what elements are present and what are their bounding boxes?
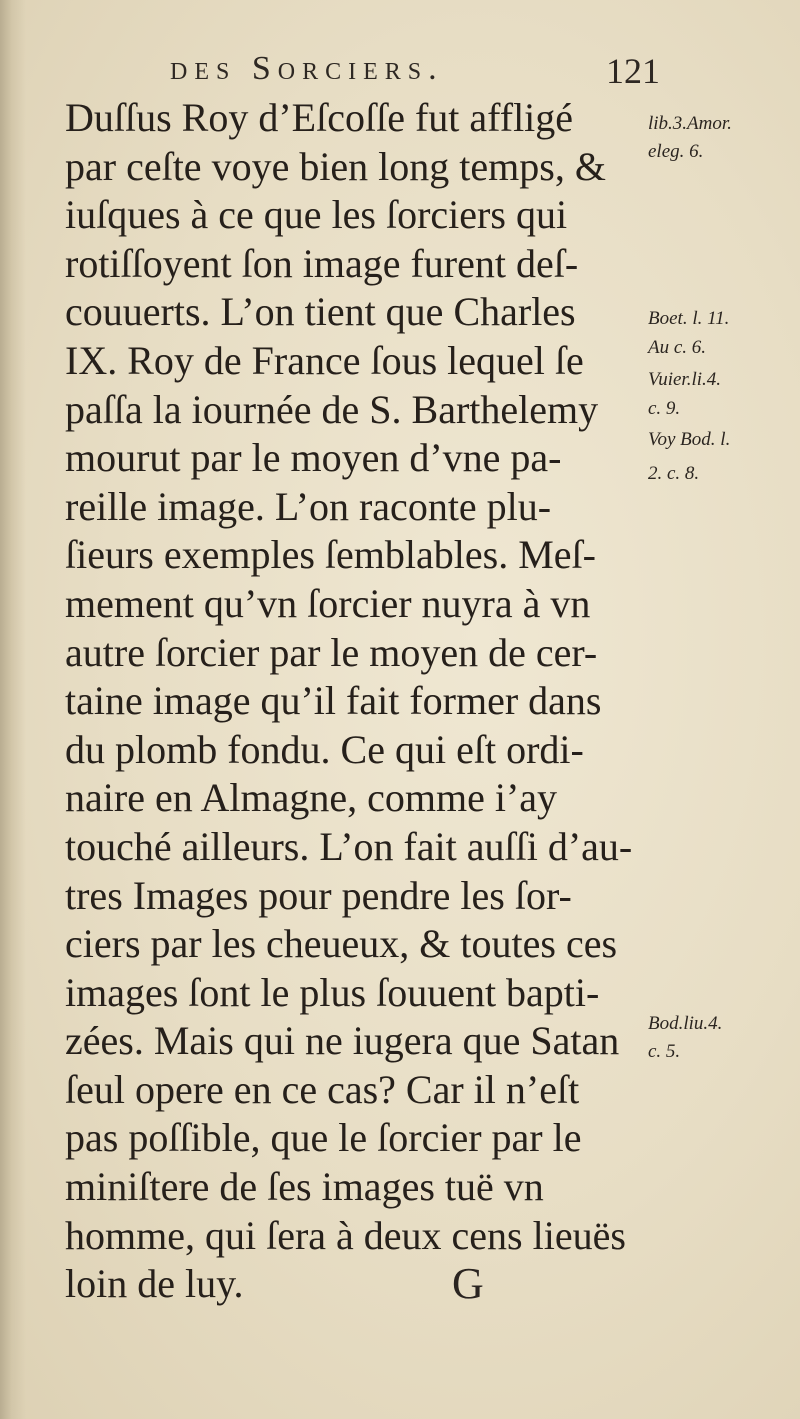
margin-note: Voy Bod. l.: [648, 429, 731, 450]
margin-note: Au c. 6.: [648, 337, 707, 358]
margin-note: eleg. 6.: [648, 141, 704, 162]
page-number: 121: [606, 51, 660, 91]
text-line: par ceſte voye bien long temps, &: [65, 143, 606, 189]
body-text: [65, 94, 655, 1309]
margin-note: 2. c. 8.: [648, 463, 700, 484]
text-line: mourut par le moyen d’vne pa-: [65, 435, 562, 481]
text-line: du plomb fondu. Ce qui eſt ordi-: [65, 726, 584, 772]
text-line: homme, qui ſera à deux cens lieuës: [65, 1212, 626, 1258]
text-line: IX. Roy de France ſous lequel ſe: [65, 337, 584, 383]
text-line: Duſſus Roy d’Eſcoſſe fut affligé: [65, 95, 574, 140]
signature-mark: G: [452, 1259, 484, 1308]
text-line: naire en Almagne, comme i’ay: [65, 775, 558, 821]
page-header: [170, 50, 660, 100]
text-line: ciers par les cheueux, & toutes ces: [65, 921, 618, 967]
margin-note: Boet. l. 11.: [648, 308, 730, 329]
margin-note: Bod.liu.4.: [648, 1013, 723, 1034]
running-title: des Sorciers.: [170, 50, 444, 87]
text-line: ſeul opere en ce cas? Car il n’eſt: [65, 1066, 580, 1112]
margin-note: Vuier.li.4.: [648, 369, 722, 390]
text-line: miniſtere de ſes images tuë vn: [65, 1164, 544, 1210]
margin-note: c. 5.: [648, 1041, 681, 1062]
text-line: ſieurs exemples ſemblables. Meſ-: [65, 532, 596, 578]
text-line: iuſques à ce que les ſorciers qui: [65, 192, 568, 238]
text-line: zées. Mais qui ne iugera que Satan: [65, 1018, 620, 1064]
margin-note: lib.3.Amor.: [648, 113, 732, 134]
margin-notes: [648, 0, 798, 1419]
text-line: paſſa la iournée de S. Barthelemy: [65, 386, 599, 432]
text-line: images ſont le plus ſouuent bapti-: [65, 969, 600, 1015]
text-line: mement qu’vn ſorcier nuyra à vn: [65, 580, 591, 626]
text-line: loin de luy.: [65, 1261, 244, 1307]
text-line: tres Images pour pendre les ſor-: [65, 872, 572, 918]
text-line: rotiſſoyent ſon image furent deſ-: [65, 240, 579, 286]
text-line: couuerts. L’on tient que Charles: [65, 289, 576, 335]
text-line: reille image. L’on raconte plu-: [65, 483, 552, 529]
binding-gutter: [0, 0, 26, 1419]
text-line: autre ſorcier par le moyen de cer-: [65, 629, 598, 675]
margin-note: c. 9.: [648, 398, 681, 419]
text-line: pas poſſible, que le ſorcier par le: [65, 1115, 582, 1161]
text-line: touché ailleurs. L’on fait auſſi d’au-: [65, 823, 633, 869]
text-line: taine image qu’il fait former dans: [65, 678, 602, 724]
